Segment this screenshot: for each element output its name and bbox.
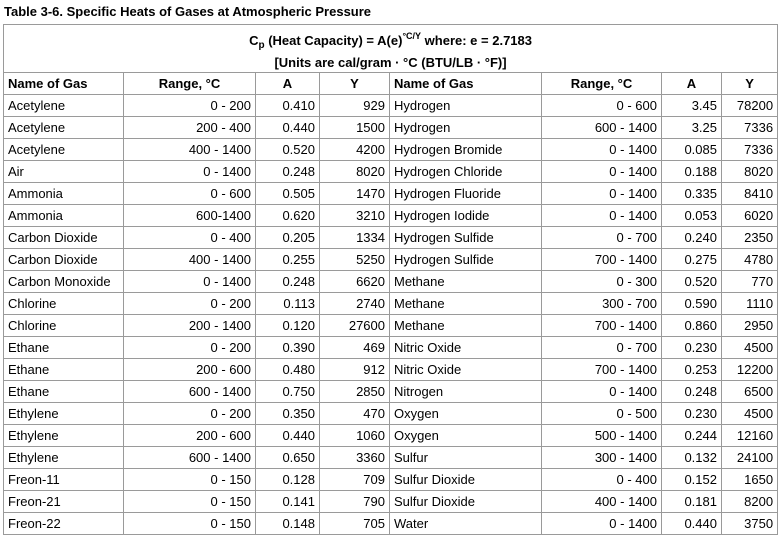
- a-value-cell: 0.085: [662, 139, 722, 161]
- y-value-cell: 3750: [722, 513, 778, 535]
- y-value-cell: 12160: [722, 425, 778, 447]
- a-value-cell: 0.335: [662, 183, 722, 205]
- y-value-cell: 469: [320, 337, 390, 359]
- range-cell: 0 - 700: [542, 337, 662, 359]
- range-cell: 0 - 500: [542, 403, 662, 425]
- gas-name-cell: Nitric Oxide: [390, 359, 542, 381]
- a-value-cell: 0.053: [662, 205, 722, 227]
- range-cell: 0 - 200: [124, 403, 256, 425]
- range-cell: 0 - 150: [124, 513, 256, 535]
- a-value-cell: 3.25: [662, 117, 722, 139]
- gas-name-cell: Nitric Oxide: [390, 337, 542, 359]
- a-value-cell: 0.750: [256, 381, 320, 403]
- a-value-cell: 0.128: [256, 469, 320, 491]
- range-cell: 500 - 1400: [542, 425, 662, 447]
- range-cell: 0 - 200: [124, 337, 256, 359]
- y-value-cell: 4780: [722, 249, 778, 271]
- table-row: [4, 469, 778, 491]
- header-range-left: Range, °C: [124, 73, 256, 95]
- table-row: [4, 403, 778, 425]
- a-value-cell: 0.480: [256, 359, 320, 381]
- gas-name-cell: Sulfur: [390, 447, 542, 469]
- y-value-cell: 2850: [320, 381, 390, 403]
- gas-name-cell: Ethylene: [4, 403, 124, 425]
- a-value-cell: 0.181: [662, 491, 722, 513]
- table-row: [4, 315, 778, 337]
- table-caption: Table 3-6. Specific Heats of Gases at Atmospheric Pressure: [4, 4, 372, 19]
- table-row: [4, 337, 778, 359]
- gas-name-cell: Hydrogen Sulfide: [390, 227, 542, 249]
- y-value-cell: 2350: [722, 227, 778, 249]
- y-value-cell: 2950: [722, 315, 778, 337]
- formula-exponent: °C/Y: [402, 31, 422, 41]
- table-row: [4, 205, 778, 227]
- range-cell: 0 - 1400: [542, 381, 662, 403]
- gas-name-cell: Carbon Dioxide: [4, 249, 124, 271]
- table-row: [4, 227, 778, 249]
- gas-name-cell: Carbon Monoxide: [4, 271, 124, 293]
- a-value-cell: 0.410: [256, 95, 320, 117]
- range-cell: 0 - 150: [124, 469, 256, 491]
- range-cell: 300 - 1400: [542, 447, 662, 469]
- a-value-cell: 0.188: [662, 161, 722, 183]
- range-cell: 0 - 1400: [542, 513, 662, 535]
- range-cell: 600-1400: [124, 205, 256, 227]
- gas-name-cell: Oxygen: [390, 403, 542, 425]
- range-cell: 0 - 200: [124, 95, 256, 117]
- gas-name-cell: Hydrogen Sulfide: [390, 249, 542, 271]
- range-cell: 700 - 1400: [542, 315, 662, 337]
- y-value-cell: 8200: [722, 491, 778, 513]
- y-value-cell: 3360: [320, 447, 390, 469]
- header-a-right: A: [662, 73, 722, 95]
- gas-name-cell: Carbon Dioxide: [4, 227, 124, 249]
- header-y-right: Y: [722, 73, 778, 95]
- a-value-cell: 0.230: [662, 337, 722, 359]
- range-cell: 0 - 1400: [124, 161, 256, 183]
- y-value-cell: 7336: [722, 139, 778, 161]
- y-value-cell: 24100: [722, 447, 778, 469]
- gas-name-cell: Hydrogen Chloride: [390, 161, 542, 183]
- formula-text: (Heat Capacity) = A(e): [268, 33, 403, 48]
- gas-name-cell: Hydrogen Iodide: [390, 205, 542, 227]
- gas-name-cell: Freon-21: [4, 491, 124, 513]
- header-range-right: Range, °C: [542, 73, 662, 95]
- formula-units: [Units are cal/gram · °C (BTU/LB · °F)]: [274, 55, 507, 70]
- a-value-cell: 0.520: [662, 271, 722, 293]
- range-cell: 600 - 1400: [542, 117, 662, 139]
- header-name-right: Name of Gas: [390, 73, 542, 95]
- y-value-cell: 78200: [722, 95, 778, 117]
- table-body: [4, 95, 778, 535]
- y-value-cell: 5250: [320, 249, 390, 271]
- table-row: [4, 293, 778, 315]
- range-cell: 0 - 600: [124, 183, 256, 205]
- table-row: [4, 117, 778, 139]
- gas-name-cell: Ethane: [4, 381, 124, 403]
- a-value-cell: 0.440: [256, 117, 320, 139]
- gas-name-cell: Ethylene: [4, 425, 124, 447]
- a-value-cell: 0.650: [256, 447, 320, 469]
- range-cell: 400 - 1400: [124, 139, 256, 161]
- y-value-cell: 2740: [320, 293, 390, 315]
- gas-name-cell: Hydrogen Bromide: [390, 139, 542, 161]
- a-value-cell: 0.244: [662, 425, 722, 447]
- y-value-cell: 705: [320, 513, 390, 535]
- range-cell: 400 - 1400: [542, 491, 662, 513]
- y-value-cell: 8020: [320, 161, 390, 183]
- gas-name-cell: Freon-11: [4, 469, 124, 491]
- range-cell: 0 - 1400: [542, 161, 662, 183]
- a-value-cell: 0.253: [662, 359, 722, 381]
- y-value-cell: 6500: [722, 381, 778, 403]
- formula-c-subscript: p: [258, 40, 265, 51]
- y-value-cell: 1110: [722, 293, 778, 315]
- table-row: [4, 139, 778, 161]
- gas-name-cell: Acetylene: [4, 117, 124, 139]
- gas-name-cell: Hydrogen: [390, 95, 542, 117]
- range-cell: 0 - 600: [542, 95, 662, 117]
- gas-name-cell: Acetylene: [4, 139, 124, 161]
- a-value-cell: 0.505: [256, 183, 320, 205]
- gas-name-cell: Chlorine: [4, 293, 124, 315]
- range-cell: 0 - 300: [542, 271, 662, 293]
- y-value-cell: 7336: [722, 117, 778, 139]
- a-value-cell: 0.255: [256, 249, 320, 271]
- gas-name-cell: Sulfur Dioxide: [390, 469, 542, 491]
- a-value-cell: 0.440: [256, 425, 320, 447]
- a-value-cell: 0.132: [662, 447, 722, 469]
- a-value-cell: 0.440: [662, 513, 722, 535]
- formula-cell: [4, 25, 778, 73]
- y-value-cell: 929: [320, 95, 390, 117]
- table-row: [4, 95, 778, 117]
- a-value-cell: 0.148: [256, 513, 320, 535]
- gas-name-cell: Water: [390, 513, 542, 535]
- gas-name-cell: Chlorine: [4, 315, 124, 337]
- y-value-cell: 8410: [722, 183, 778, 205]
- table-row: [4, 183, 778, 205]
- range-cell: 200 - 400: [124, 117, 256, 139]
- y-value-cell: 4500: [722, 337, 778, 359]
- gas-name-cell: Ammonia: [4, 183, 124, 205]
- formula-c: C: [249, 33, 259, 48]
- gas-name-cell: Hydrogen: [390, 117, 542, 139]
- a-value-cell: 0.141: [256, 491, 320, 513]
- a-value-cell: 0.350: [256, 403, 320, 425]
- range-cell: 0 - 700: [542, 227, 662, 249]
- a-value-cell: 0.620: [256, 205, 320, 227]
- table-row: [4, 249, 778, 271]
- specific-heats-table: [3, 24, 778, 535]
- gas-name-cell: Ethylene: [4, 447, 124, 469]
- a-value-cell: 3.45: [662, 95, 722, 117]
- a-value-cell: 0.248: [662, 381, 722, 403]
- y-value-cell: 12200: [722, 359, 778, 381]
- y-value-cell: 27600: [320, 315, 390, 337]
- y-value-cell: 1470: [320, 183, 390, 205]
- header-name-left: Name of Gas: [4, 73, 124, 95]
- y-value-cell: 470: [320, 403, 390, 425]
- range-cell: 0 - 400: [542, 469, 662, 491]
- gas-name-cell: Ethane: [4, 337, 124, 359]
- gas-name-cell: Sulfur Dioxide: [390, 491, 542, 513]
- y-value-cell: 709: [320, 469, 390, 491]
- range-cell: 0 - 150: [124, 491, 256, 513]
- range-cell: 0 - 200: [124, 293, 256, 315]
- y-value-cell: 1500: [320, 117, 390, 139]
- range-cell: 200 - 600: [124, 425, 256, 447]
- a-value-cell: 0.248: [256, 271, 320, 293]
- formula-tail: where: e = 2.7183: [424, 33, 532, 48]
- a-value-cell: 0.113: [256, 293, 320, 315]
- a-value-cell: 0.240: [662, 227, 722, 249]
- a-value-cell: 0.205: [256, 227, 320, 249]
- formula-row: [4, 25, 778, 73]
- y-value-cell: 6620: [320, 271, 390, 293]
- header-a-left: A: [256, 73, 320, 95]
- y-value-cell: 4200: [320, 139, 390, 161]
- gas-name-cell: Oxygen: [390, 425, 542, 447]
- range-cell: 600 - 1400: [124, 447, 256, 469]
- gas-name-cell: Methane: [390, 271, 542, 293]
- gas-name-cell: Methane: [390, 293, 542, 315]
- gas-name-cell: Hydrogen Fluoride: [390, 183, 542, 205]
- a-value-cell: 0.230: [662, 403, 722, 425]
- table-row: [4, 513, 778, 535]
- range-cell: 0 - 1400: [542, 139, 662, 161]
- range-cell: 600 - 1400: [124, 381, 256, 403]
- range-cell: 0 - 1400: [542, 183, 662, 205]
- a-value-cell: 0.390: [256, 337, 320, 359]
- range-cell: 700 - 1400: [542, 359, 662, 381]
- table-row: [4, 425, 778, 447]
- range-cell: 0 - 1400: [124, 271, 256, 293]
- table-row: [4, 359, 778, 381]
- y-value-cell: 4500: [722, 403, 778, 425]
- y-value-cell: 8020: [722, 161, 778, 183]
- a-value-cell: 0.152: [662, 469, 722, 491]
- a-value-cell: 0.248: [256, 161, 320, 183]
- range-cell: 300 - 700: [542, 293, 662, 315]
- table-row: [4, 491, 778, 513]
- y-value-cell: 912: [320, 359, 390, 381]
- table-row: [4, 447, 778, 469]
- range-cell: 700 - 1400: [542, 249, 662, 271]
- a-value-cell: 0.120: [256, 315, 320, 337]
- gas-name-cell: Ammonia: [4, 205, 124, 227]
- a-value-cell: 0.860: [662, 315, 722, 337]
- gas-name-cell: Nitrogen: [390, 381, 542, 403]
- table-row: [4, 271, 778, 293]
- a-value-cell: 0.520: [256, 139, 320, 161]
- y-value-cell: 1334: [320, 227, 390, 249]
- y-value-cell: 6020: [722, 205, 778, 227]
- range-cell: 0 - 400: [124, 227, 256, 249]
- a-value-cell: 0.590: [662, 293, 722, 315]
- gas-name-cell: Air: [4, 161, 124, 183]
- range-cell: 0 - 1400: [542, 205, 662, 227]
- gas-name-cell: Methane: [390, 315, 542, 337]
- y-value-cell: 770: [722, 271, 778, 293]
- table-row: [4, 381, 778, 403]
- y-value-cell: 790: [320, 491, 390, 513]
- header-row: [4, 73, 778, 95]
- range-cell: 200 - 1400: [124, 315, 256, 337]
- gas-name-cell: Freon-22: [4, 513, 124, 535]
- y-value-cell: 3210: [320, 205, 390, 227]
- range-cell: 400 - 1400: [124, 249, 256, 271]
- gas-name-cell: Acetylene: [4, 95, 124, 117]
- a-value-cell: 0.275: [662, 249, 722, 271]
- range-cell: 200 - 600: [124, 359, 256, 381]
- y-value-cell: 1060: [320, 425, 390, 447]
- header-y-left: Y: [320, 73, 390, 95]
- gas-name-cell: Ethane: [4, 359, 124, 381]
- table-row: [4, 161, 778, 183]
- formula-line: [8, 28, 773, 54]
- y-value-cell: 1650: [722, 469, 778, 491]
